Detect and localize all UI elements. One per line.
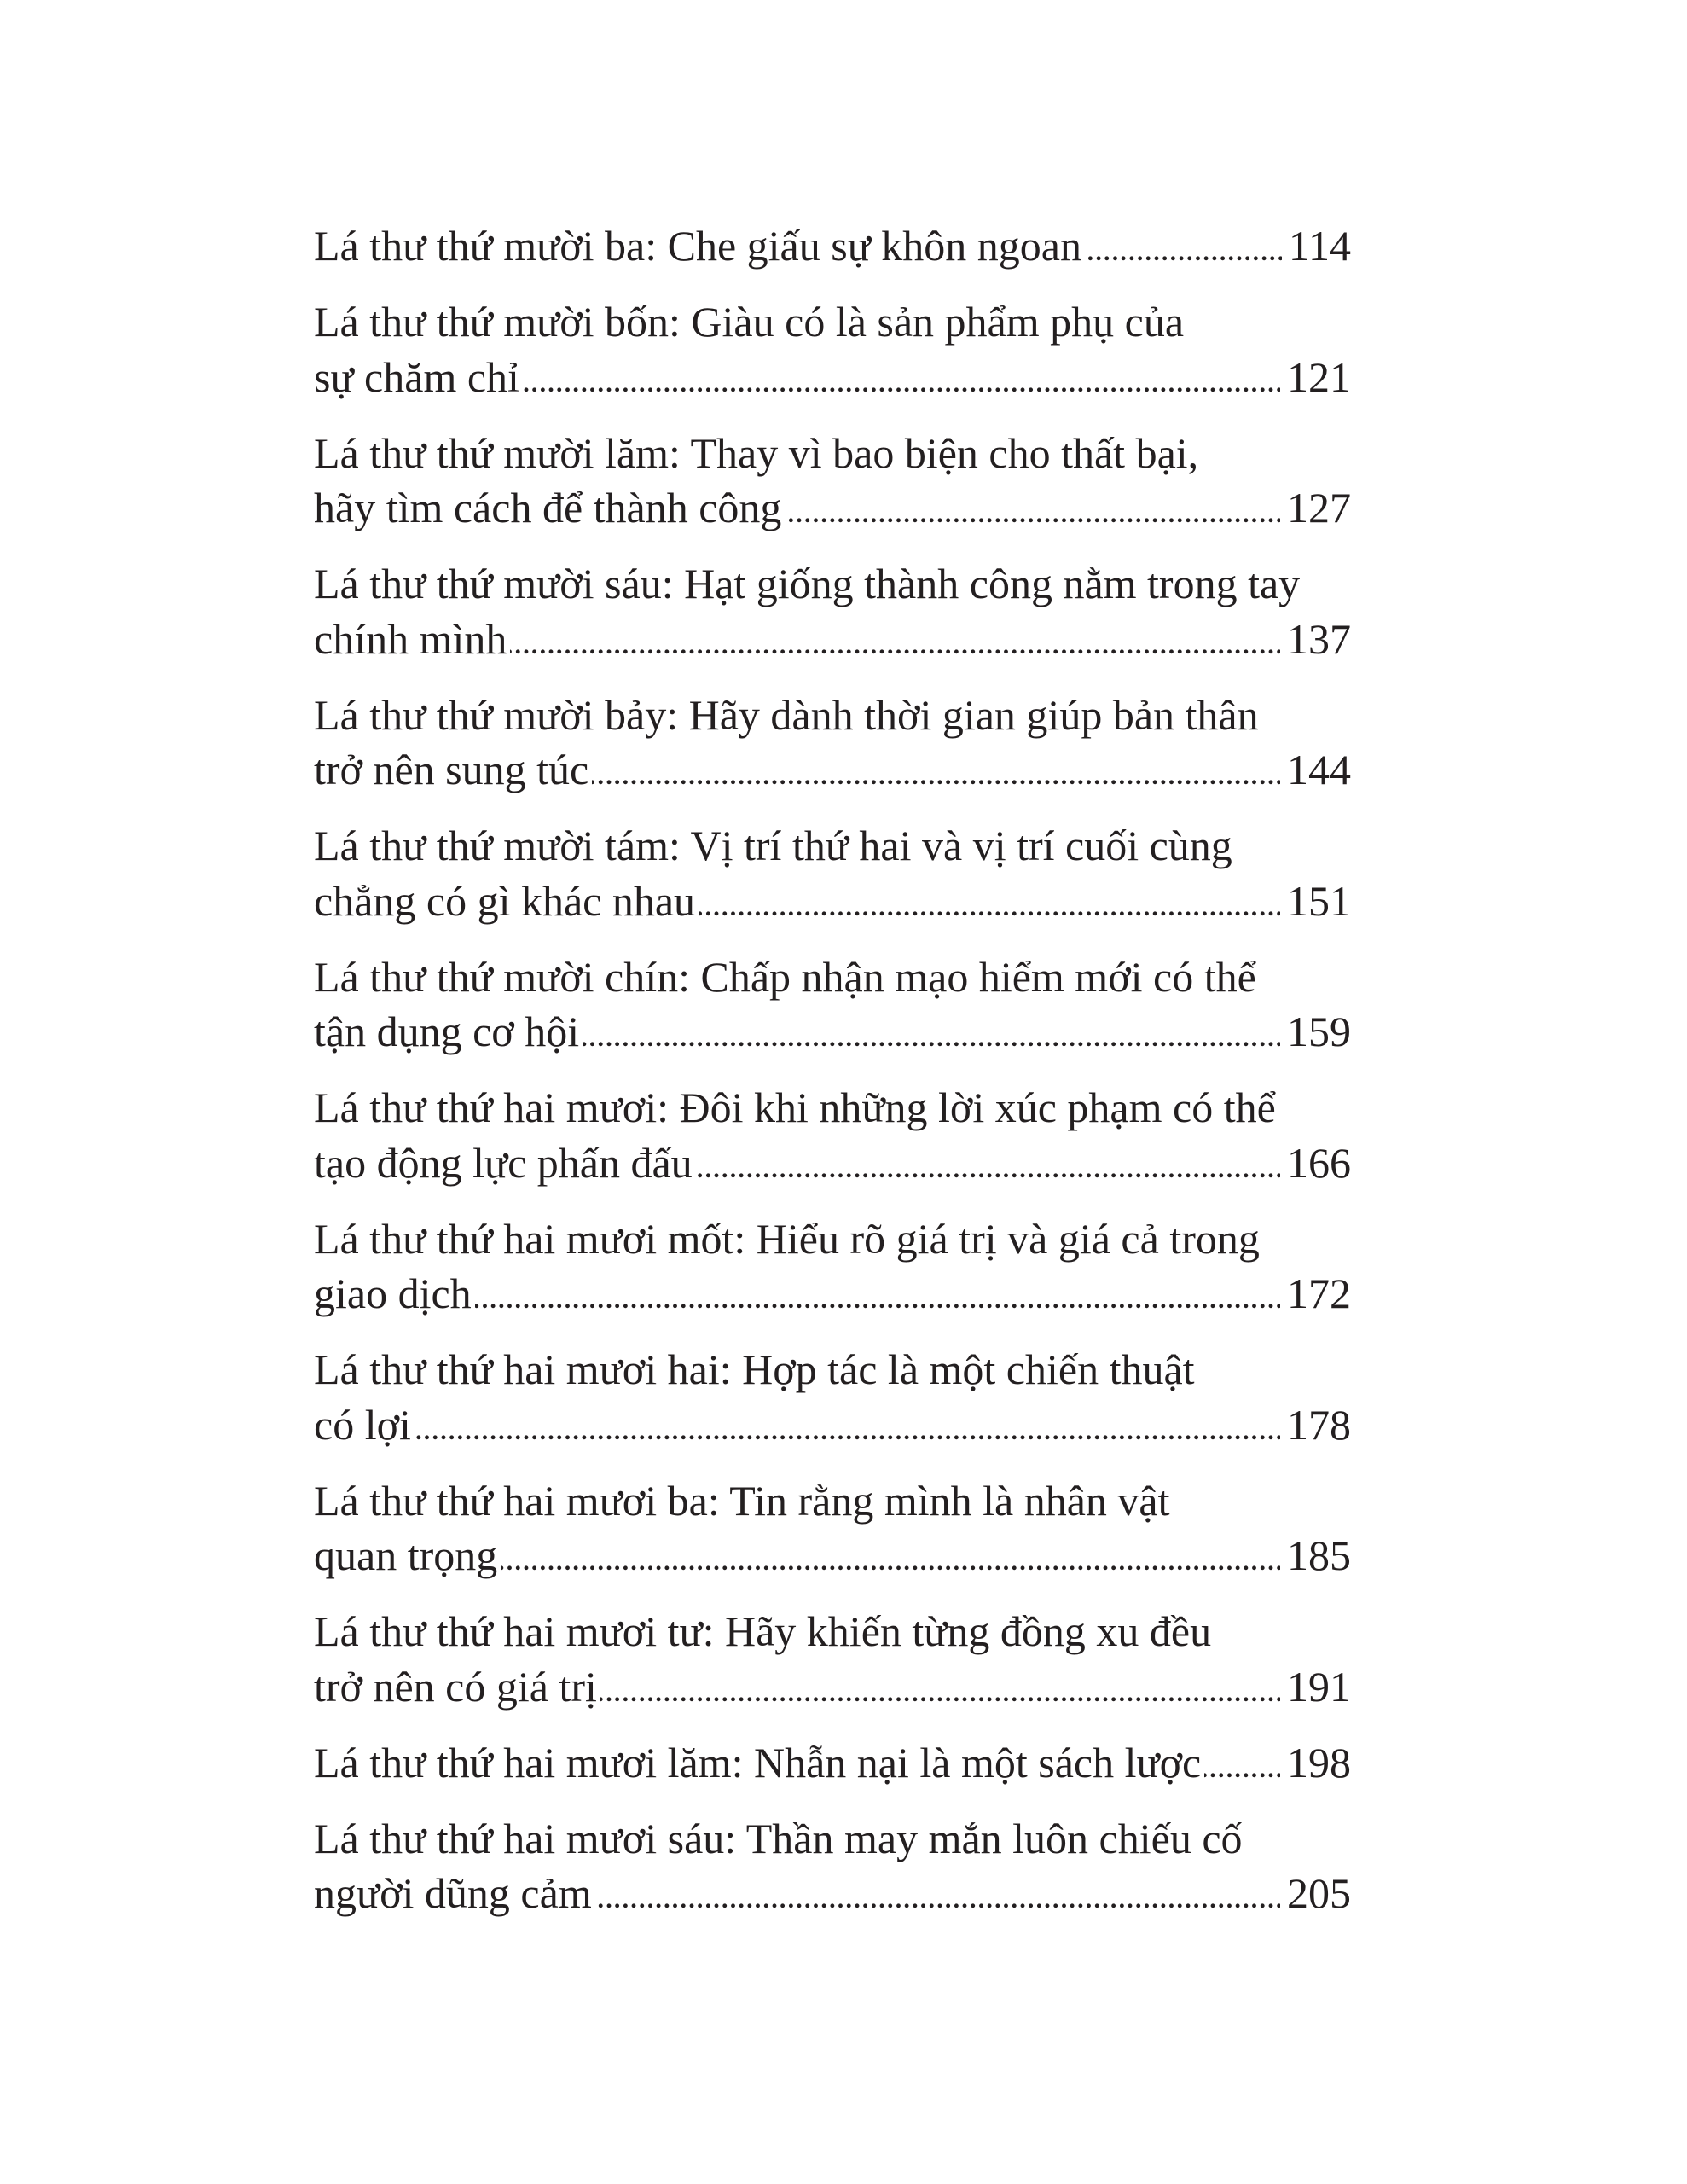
toc-entry-title-continuation: quan trọng <box>314 1531 498 1579</box>
toc-entry-line <box>314 294 1351 350</box>
table-of-contents <box>314 218 1351 1942</box>
toc-entry-last-line <box>314 1136 1351 1191</box>
toc-entry-line <box>314 818 1351 874</box>
toc-entry-title: Lá thư thứ mười ba: Che giấu sự khôn ngoan <box>314 222 1081 270</box>
toc-entry-last-line <box>314 1659 1351 1715</box>
toc-entry-line <box>314 1811 1351 1867</box>
toc-entry[interactable] <box>314 1080 1351 1190</box>
toc-entry[interactable] <box>314 1473 1351 1583</box>
toc-entry-page-number: 127 <box>1287 484 1351 531</box>
toc-entry-line <box>314 1473 1351 1529</box>
toc-entry-title: Lá thư thứ hai mươi mốt: Hiểu rõ giá trị và giá cả trong <box>314 1214 1260 1263</box>
toc-entry-last-line <box>314 1866 1351 1921</box>
toc-entry-title: Lá thư thứ hai mươi sáu: Thần may mắn luôn chiếu cố <box>314 1814 1243 1862</box>
toc-entry-last-line <box>314 1266 1351 1321</box>
toc-entry-last-line <box>314 1397 1351 1453</box>
dot-leader <box>523 371 1280 397</box>
dot-leader <box>510 633 1280 659</box>
toc-entry-title-continuation: người dũng cảm <box>314 1869 592 1917</box>
toc-entry-line <box>314 1080 1351 1136</box>
toc-entry-title-continuation: có lợi <box>314 1400 411 1449</box>
dot-leader <box>699 895 1280 921</box>
toc-entry[interactable] <box>314 556 1351 666</box>
dot-leader <box>501 1549 1280 1575</box>
toc-entry-title: Lá thư thứ hai mươi tư: Hãy khiến từng đồng xu đều <box>314 1607 1212 1655</box>
toc-entry[interactable] <box>314 1735 1351 1791</box>
toc-entry-title-continuation: tận dụng cơ hội <box>314 1008 580 1055</box>
toc-entry-title-continuation: chính mình <box>314 614 507 663</box>
toc-entry[interactable] <box>314 426 1351 536</box>
toc-entry-line <box>314 426 1351 481</box>
dot-leader <box>1085 240 1282 265</box>
toc-entry-last-line <box>314 1528 1351 1583</box>
toc-entry-title: Lá thư thứ hai mươi ba: Tin rằng mình là nhân vật <box>314 1476 1170 1525</box>
dot-leader <box>600 1681 1280 1706</box>
toc-entry-page-number: 205 <box>1287 1869 1351 1917</box>
dot-leader <box>1204 1757 1280 1782</box>
dot-leader <box>475 1287 1280 1313</box>
toc-entry-last-line <box>314 874 1351 929</box>
toc-entry-last-line <box>314 350 1351 405</box>
toc-entry-line <box>314 950 1351 1005</box>
dot-leader <box>595 1887 1280 1913</box>
toc-entry[interactable] <box>314 950 1351 1060</box>
toc-entry[interactable] <box>314 218 1351 274</box>
toc-entry-title-continuation: chẳng có gì khác nhau <box>314 876 696 925</box>
dot-leader <box>785 502 1280 527</box>
toc-entry-page-number: 114 <box>1288 222 1351 270</box>
toc-entry-title-continuation: tạo động lực phấn đấu <box>314 1138 693 1187</box>
toc-entry[interactable] <box>314 1342 1351 1452</box>
toc-entry-title: Lá thư thứ mười bốn: Giàu có là sản phẩm phụ của <box>314 298 1185 346</box>
toc-entry-title: Lá thư thứ hai mươi hai: Hợp tác là một chiến thuật <box>314 1345 1195 1393</box>
toc-entry-page-number: 159 <box>1287 1008 1351 1055</box>
dot-leader <box>583 1025 1280 1051</box>
toc-entry-page-number: 121 <box>1287 352 1351 401</box>
toc-entry-title: Lá thư thứ mười chín: Chấp nhận mạo hiểm mới có thể <box>314 952 1256 1001</box>
toc-entry-title-continuation: hãy tìm cách để thành công <box>314 484 782 531</box>
toc-entry-line <box>314 1342 1351 1397</box>
toc-entry-page-number: 191 <box>1287 1662 1351 1711</box>
dot-leader <box>696 1157 1280 1182</box>
toc-entry-title: Lá thư thứ mười lăm: Thay vì bao biện cho thất bại, <box>314 428 1199 477</box>
toc-entry-last-line <box>314 742 1351 798</box>
toc-entry-title: Lá thư thứ mười tám: Vị trí thứ hai và vị trí cuối cùng <box>314 822 1232 869</box>
toc-entry-line <box>314 556 1351 612</box>
toc-entry-page-number: 172 <box>1287 1269 1351 1317</box>
toc-entry-line <box>314 1604 1351 1659</box>
toc-entry-title: Lá thư thứ mười sáu: Hạt giống thành công nằm trong tay <box>314 560 1301 607</box>
toc-entry-last-line <box>314 218 1351 274</box>
toc-entry[interactable] <box>314 688 1351 798</box>
toc-entry[interactable] <box>314 1604 1351 1714</box>
toc-entry-page-number: 137 <box>1287 614 1351 663</box>
toc-entry-title: Lá thư thứ mười bảy: Hãy dành thời gian giúp bản thân <box>314 690 1259 739</box>
toc-entry[interactable] <box>314 1811 1351 1921</box>
toc-entry-line <box>314 688 1351 743</box>
toc-entry-title-continuation: sự chăm chỉ <box>314 352 519 401</box>
toc-entry-page-number: 178 <box>1287 1400 1351 1449</box>
toc-entry-line <box>314 1211 1351 1267</box>
toc-entry-title-continuation: trở nên có giá trị <box>314 1662 597 1711</box>
toc-entry-page-number: 151 <box>1287 876 1351 925</box>
dot-leader <box>415 1419 1280 1444</box>
toc-entry[interactable] <box>314 294 1351 404</box>
toc-entry-page-number: 144 <box>1287 746 1351 793</box>
toc-entry-title-continuation: giao dịch <box>314 1269 472 1317</box>
toc-entry-last-line <box>314 1735 1351 1791</box>
toc-entry-title-continuation: trở nên sung túc <box>314 746 589 793</box>
toc-entry-page-number: 198 <box>1287 1738 1351 1786</box>
toc-entry-page-number: 166 <box>1287 1138 1351 1187</box>
toc-entry-last-line <box>314 1004 1351 1060</box>
toc-entry-last-line <box>314 612 1351 667</box>
toc-entry-page-number: 185 <box>1287 1531 1351 1579</box>
toc-entry[interactable] <box>314 818 1351 928</box>
toc-entry[interactable] <box>314 1211 1351 1321</box>
toc-entry-title: Lá thư thứ hai mươi: Đôi khi những lời xúc phạm có thể <box>314 1083 1276 1131</box>
toc-entry-last-line <box>314 480 1351 536</box>
toc-entry-title: Lá thư thứ hai mươi lăm: Nhẫn nại là một sách lược <box>314 1738 1202 1786</box>
dot-leader <box>592 764 1280 789</box>
